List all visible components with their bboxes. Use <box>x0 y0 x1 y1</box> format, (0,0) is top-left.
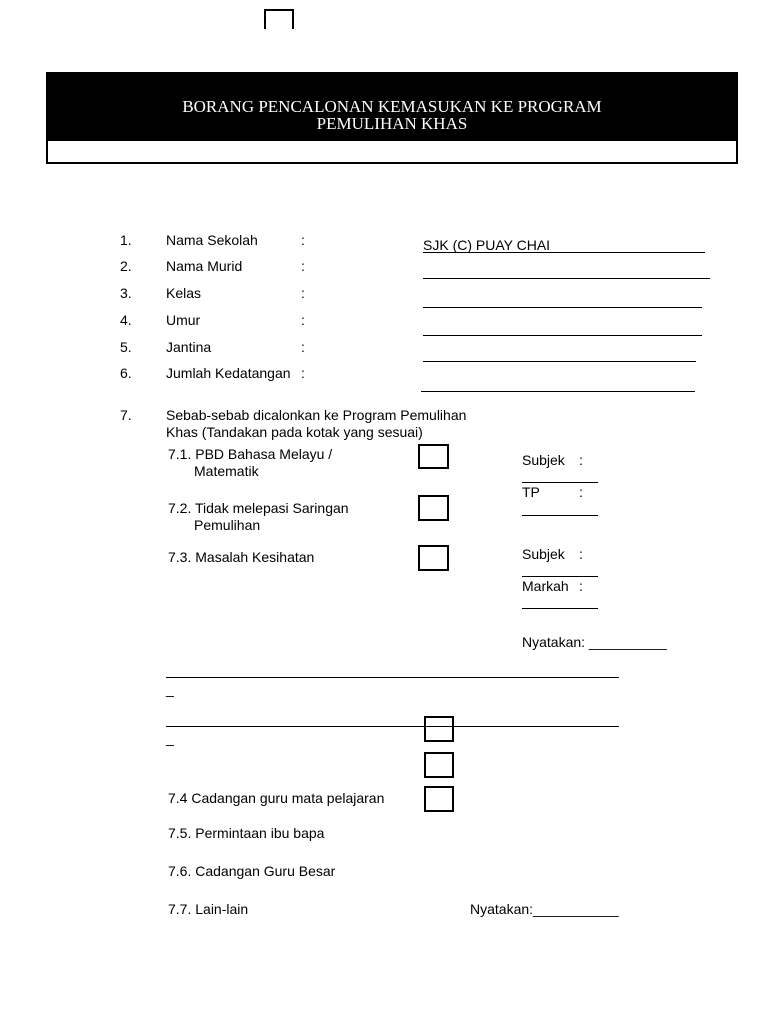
form-header <box>46 72 738 164</box>
field-label-gender: Jantina <box>166 339 212 355</box>
field-label-class: Kelas <box>166 285 202 301</box>
field-num-4: 4. <box>120 312 132 328</box>
field-num-5: 5. <box>120 339 132 355</box>
blank-line-1[interactable] <box>166 677 619 678</box>
field-colon: : <box>301 365 305 381</box>
subjek-colon-2: : <box>579 546 583 562</box>
item-7-2-line2: Pemulihan <box>194 517 261 533</box>
item-7-6-label: 7.6. Cadangan Guru Besar <box>168 863 336 879</box>
section7-heading-line2: Khas (Tandakan pada kotak yang sesuai) <box>166 424 423 440</box>
checkbox-7-2[interactable] <box>418 495 449 521</box>
blank-line-2[interactable] <box>166 726 619 727</box>
section7-heading-line1: Sebab-sebab dicalonkan ke Program Pemulihan <box>166 407 467 423</box>
field-colon: : <box>301 258 305 274</box>
tp-line[interactable] <box>522 515 598 516</box>
subjek-line-2[interactable] <box>522 576 598 577</box>
field-num-3: 3. <box>120 285 132 301</box>
markah-label: Markah <box>522 578 569 594</box>
nyatakan-field-1: Nyatakan: __________ <box>522 634 667 650</box>
field-line-age[interactable] <box>423 335 702 336</box>
field-colon: : <box>301 312 305 328</box>
field-colon: : <box>301 339 305 355</box>
field-colon: : <box>301 285 305 301</box>
field-line-student-name[interactable] <box>423 278 710 279</box>
field-num-2: 2. <box>120 258 132 274</box>
tp-colon: : <box>579 484 583 500</box>
item-7-2-line1: 7.2. Tidak melepasi Saringan <box>168 500 349 516</box>
item-7-5-label: 7.5. Permintaan ibu bapa <box>168 825 325 841</box>
dash-2: _ <box>166 730 174 746</box>
item-7-4-label: 7.4 Cadangan guru mata pelajaran <box>168 790 385 806</box>
checkbox-extra-1[interactable] <box>424 716 454 742</box>
form-title <box>48 98 736 132</box>
subjek-colon-1: : <box>579 452 583 468</box>
markah-line[interactable] <box>522 608 598 609</box>
item-7-7-label: 7.7. Lain-lain <box>168 901 249 917</box>
field-line-gender[interactable] <box>423 361 696 362</box>
field-num-1: 1. <box>120 232 132 248</box>
field-label-age: Umur <box>166 312 201 328</box>
top-bracket-mark <box>264 9 294 29</box>
checkbox-extra-2[interactable] <box>424 752 454 778</box>
field-line-class[interactable] <box>423 307 702 308</box>
checkbox-7-3[interactable] <box>418 545 449 571</box>
dash-1: _ <box>166 681 174 697</box>
form-title-line2: PEMULIHAN KHAS <box>316 114 468 133</box>
field-line-attendance[interactable] <box>421 391 695 392</box>
field-label-school: Nama Sekolah <box>166 232 258 248</box>
markah-colon: : <box>579 578 583 594</box>
subjek-line-1[interactable] <box>522 482 598 483</box>
field-label-attendance: Jumlah Kedatangan <box>166 365 291 381</box>
section-num-7: 7. <box>120 407 132 423</box>
field-label-student-name: Nama Murid <box>166 258 243 274</box>
item-7-1-line2: Matematik <box>194 463 259 479</box>
subjek-label-2: Subjek <box>522 546 565 562</box>
field-line-school[interactable] <box>423 252 705 253</box>
form-title-line1: BORANG PENCALONAN KEMASUKAN KE PROGRAM <box>182 97 602 116</box>
field-num-6: 6. <box>120 365 132 381</box>
checkbox-7-1[interactable] <box>418 444 449 469</box>
subjek-label-1: Subjek <box>522 452 565 468</box>
field-colon: : <box>301 232 305 248</box>
field-value-school: SJK (C) PUAY CHAI <box>423 237 551 253</box>
tp-label: TP <box>522 484 540 500</box>
item-7-3-label: 7.3. Masalah Kesihatan <box>168 549 315 565</box>
nyatakan-field-2: Nyatakan:___________ <box>470 901 619 917</box>
item-7-1-line1: 7.1. PBD Bahasa Melayu / <box>168 446 333 462</box>
checkbox-7-4[interactable] <box>424 786 454 812</box>
